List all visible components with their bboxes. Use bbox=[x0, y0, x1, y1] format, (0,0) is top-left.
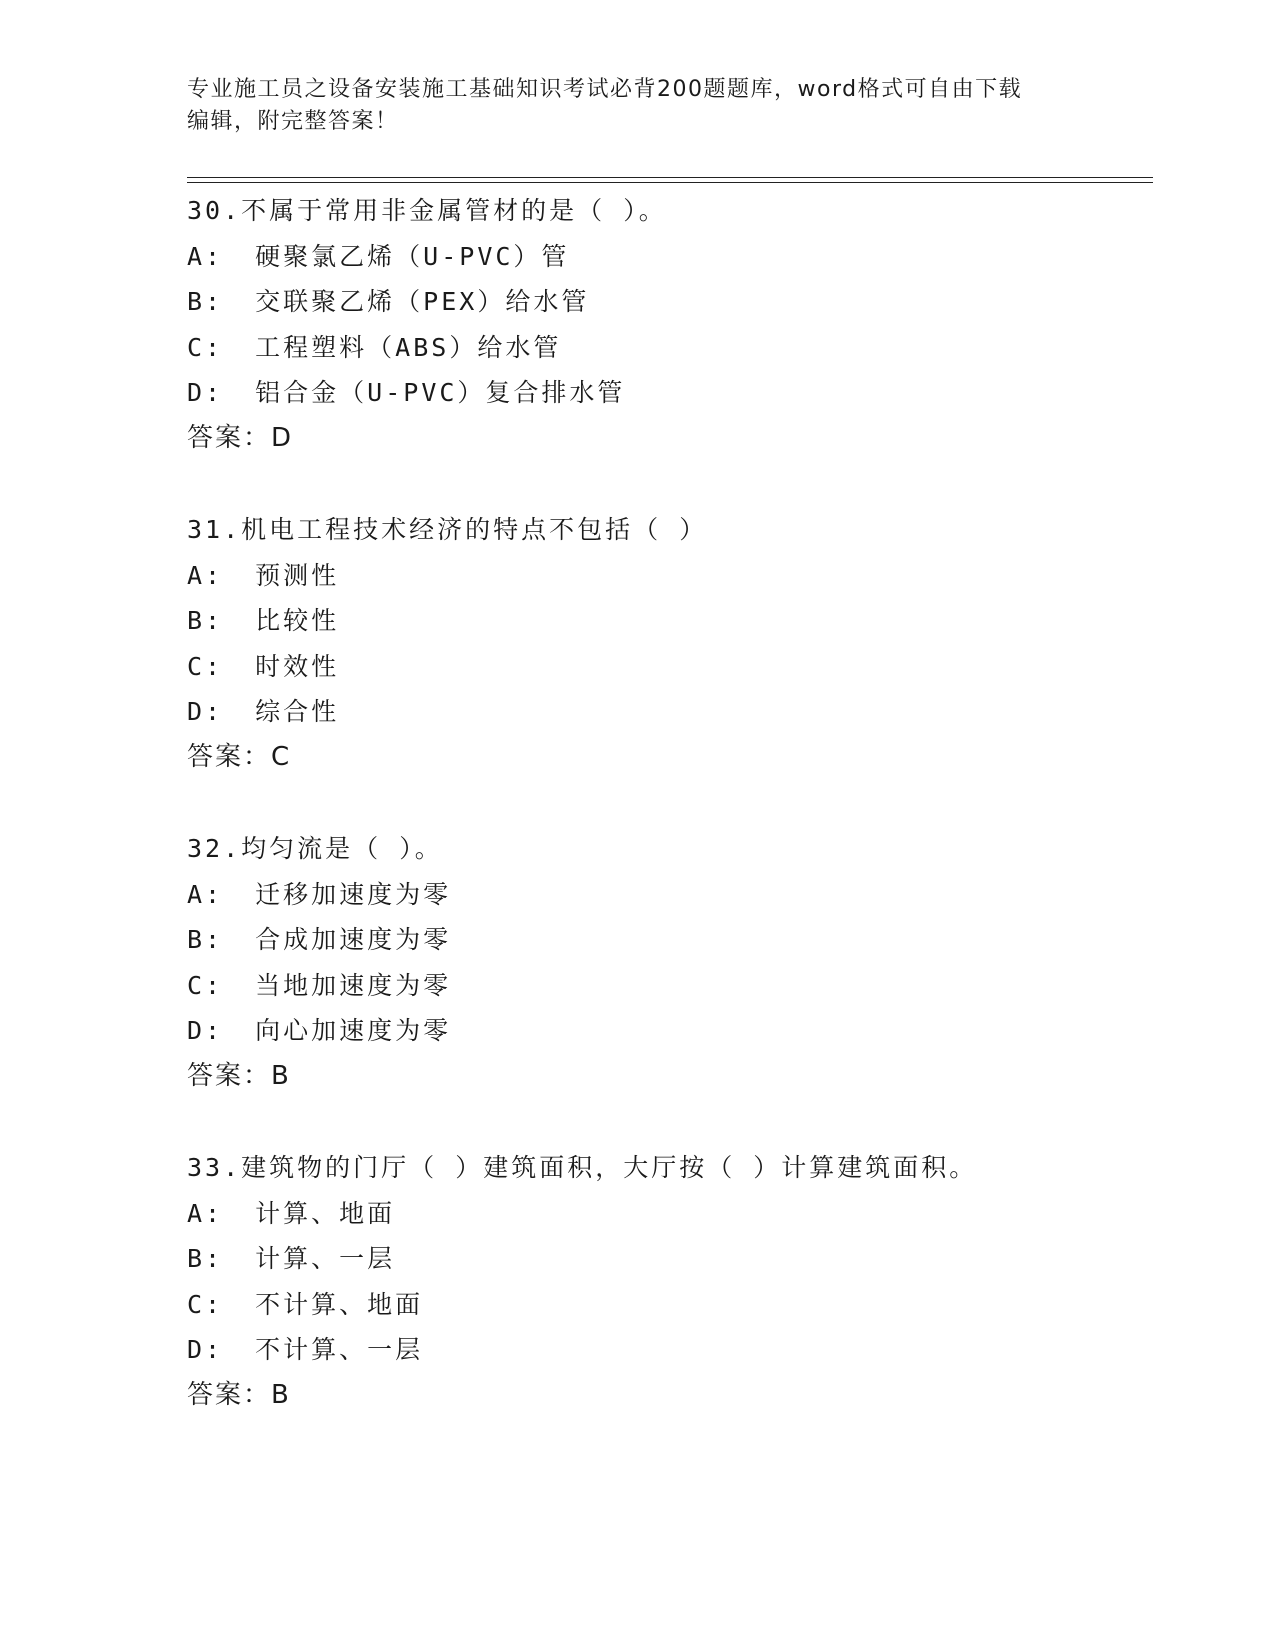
option-label: C: bbox=[187, 332, 224, 362]
answer-label: 答案： bbox=[187, 1060, 272, 1091]
option-label: C: bbox=[187, 651, 224, 681]
option-label: A: bbox=[187, 560, 224, 590]
option-d bbox=[187, 689, 1187, 735]
answer-line bbox=[187, 735, 1187, 781]
question-stem: 32.均匀流是（ ）。 bbox=[187, 834, 443, 863]
option-text: 综合性 bbox=[255, 697, 340, 726]
question-block bbox=[187, 507, 1187, 780]
answer-value: C bbox=[271, 741, 292, 772]
option-b bbox=[187, 1236, 1187, 1282]
answer-line bbox=[187, 416, 1187, 462]
option-label: B: bbox=[187, 606, 224, 635]
document-header bbox=[187, 74, 1087, 138]
option-text: 向心加速度为零 bbox=[255, 1016, 452, 1045]
question-block bbox=[187, 188, 1187, 461]
option-d bbox=[187, 1327, 1187, 1373]
option-text: 工程塑料（ABS）给水管 bbox=[255, 332, 562, 362]
option-c bbox=[187, 963, 1187, 1009]
option-text: 铝合金（U-PVC）复合排水管 bbox=[255, 378, 626, 407]
option-label: B: bbox=[187, 925, 224, 954]
option-label: D: bbox=[187, 378, 224, 407]
question-stem: 30.不属于常用非金属管材的是（ ）。 bbox=[187, 196, 667, 225]
option-c bbox=[187, 325, 1187, 371]
header-divider-bottom bbox=[187, 182, 1153, 183]
option-label: D: bbox=[187, 1016, 224, 1045]
header-divider-top bbox=[187, 177, 1153, 178]
option-label: A: bbox=[187, 241, 224, 271]
question-block bbox=[187, 826, 1187, 1099]
option-label: B: bbox=[187, 1244, 224, 1273]
option-b bbox=[187, 917, 1187, 963]
answer-value: D bbox=[271, 422, 294, 453]
option-b bbox=[187, 598, 1187, 644]
option-label: D: bbox=[187, 697, 224, 726]
option-c bbox=[187, 644, 1187, 690]
option-b bbox=[187, 279, 1187, 325]
option-text: 时效性 bbox=[255, 651, 340, 681]
option-a bbox=[187, 872, 1187, 918]
option-label: A: bbox=[187, 1198, 224, 1228]
option-text: 不计算、地面 bbox=[255, 1289, 424, 1319]
option-d bbox=[187, 370, 1187, 416]
answer-label: 答案： bbox=[187, 422, 272, 453]
option-text: 迁移加速度为零 bbox=[255, 879, 452, 909]
answer-label: 答案： bbox=[187, 1379, 272, 1410]
option-text: 交联聚乙烯（PEX）给水管 bbox=[255, 287, 590, 316]
option-d bbox=[187, 1008, 1187, 1054]
option-a bbox=[187, 553, 1187, 599]
option-text: 当地加速度为零 bbox=[255, 970, 452, 1000]
answer-line bbox=[187, 1373, 1187, 1419]
option-text: 不计算、一层 bbox=[255, 1335, 424, 1364]
answer-label: 答案： bbox=[187, 741, 272, 772]
option-a bbox=[187, 1191, 1187, 1237]
answer-value: B bbox=[271, 1060, 291, 1091]
option-text: 硬聚氯乙烯（U-PVC）管 bbox=[255, 241, 570, 271]
option-text: 合成加速度为零 bbox=[255, 925, 452, 954]
option-label: A: bbox=[187, 879, 224, 909]
option-text: 比较性 bbox=[255, 606, 340, 635]
option-label: D: bbox=[187, 1335, 224, 1364]
option-text: 计算、一层 bbox=[255, 1244, 396, 1273]
option-label: C: bbox=[187, 1289, 224, 1319]
option-text: 计算、地面 bbox=[255, 1198, 396, 1228]
answer-line bbox=[187, 1054, 1187, 1100]
answer-value: B bbox=[271, 1379, 291, 1410]
option-c bbox=[187, 1282, 1187, 1328]
option-a bbox=[187, 234, 1187, 280]
header-line-2: 编辑，附完整答案！ bbox=[187, 109, 399, 134]
option-label: B: bbox=[187, 287, 224, 316]
option-label: C: bbox=[187, 970, 224, 1000]
option-text: 预测性 bbox=[255, 560, 340, 590]
header-line-1: 专业施工员之设备安装施工基础知识考试必背200题题库，word格式可自由下载 bbox=[187, 77, 1023, 102]
question-stem: 31.机电工程技术经济的特点不包括（ ） bbox=[187, 515, 708, 544]
question-stem: 33.建筑物的门厅（ ）建筑面积，大厅按（ ）计算建筑面积。 bbox=[187, 1153, 978, 1182]
question-block bbox=[187, 1145, 1187, 1418]
